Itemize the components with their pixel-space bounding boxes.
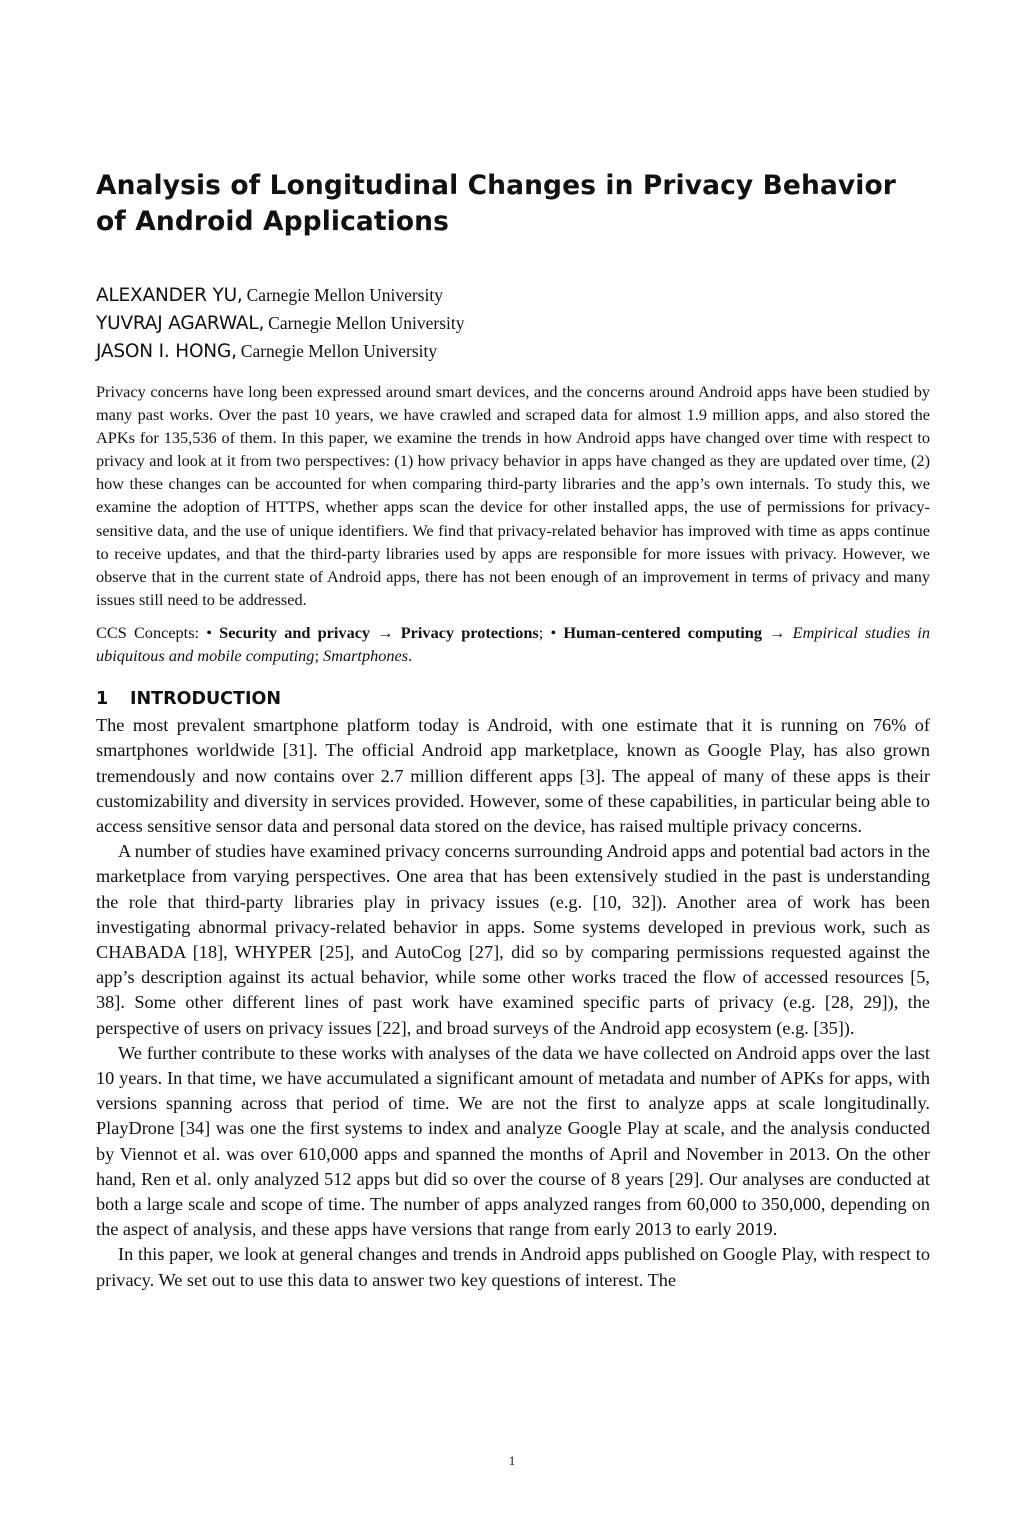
- author-list: [96, 282, 930, 366]
- ccs-concept-security: Security and privacy: [219, 622, 371, 642]
- ccs-concepts: [96, 621, 930, 667]
- ccs-sub-empirical-studies: Empirical studies in ubiquitous and mobile computing: [96, 622, 931, 666]
- author-name: YUVRAJ AGARWAL,: [96, 313, 265, 334]
- body-paragraph: The most prevalent smartphone platform today is Android, with one estimate that it is running on 76% of smartphones worldwide [31]. The official Android app marketplace, known as Google Play, has also grown tremendously and now contains over 2.7 million different apps [3]. The appeal of many of these apps is their customizability and diversity in services provided. However, some of these capabilities, in particular being able to access sensitive sensor data and personal data stored on the device, has raised multiple privacy concerns.: [96, 715, 930, 836]
- section-number: 1: [96, 689, 109, 710]
- ccs-sub-smartphones: Smartphones: [323, 646, 409, 666]
- paper-page: [96, 168, 930, 1293]
- section-heading: [96, 687, 930, 711]
- body-paragraph: A number of studies have examined privacy concerns surrounding Android apps and potential bad actors in the marketplace from varying perspectives. One area that has been extensively studied in the past is understanding the role that third-party libraries play in privacy issues (e.g. [10, 32]). Another area of work has been investigating abnormal privacy-related behavior in apps. Some systems developed in previous work, such as CHABADA [18], WHYPER [25], and AutoCog [27], did so by comparing permissions requested against the app’s description against its actual behavior, while some other works traced the flow of accessed resources [5, 38]. Some other different lines of past work have examined specific parts of privacy (e.g. [28, 29]), the perspective of users on privacy issues [22], and broad surveys of the Android app ecosystem (e.g. [35]).: [96, 841, 930, 1038]
- ccs-separator: ; •: [538, 622, 557, 642]
- author-entry: [96, 338, 930, 366]
- author-entry: [96, 282, 930, 310]
- ccs-arrow: →: [377, 622, 394, 642]
- section-body: [96, 713, 930, 1293]
- ccs-semicolon: ;: [314, 646, 319, 666]
- abstract: Privacy concerns have long been expressed around smart devices, and the concerns around Android apps have been studied by many past works. Over the past 10 years, we have crawled and scraped data for almost 1.9 million apps, and also stored the APKs for 135,536 of them. In this paper, we examine the trends in how Android apps have changed over time with respect to privacy and look at it from two perspectives: (1) how privacy behavior in apps have changed as they are updated over time, (2) how these changes can be accounted for when comparing third-party libraries and the app’s own internals. To study this, we examine the adoption of HTTPS, whether apps scan the device for other installed apps, the use of permissions for privacy-sensitive data, and the use of unique identifiers. We find that privacy-related behavior has improved with time as apps continue to receive updates, and that the third-party libraries used by apps are responsible for more issues with privacy. However, we observe that in the current state of Android apps, there has not been enough of an improvement in terms of privacy and many issues still need to be addressed.: [96, 382, 930, 609]
- author-name: JASON I. HONG,: [96, 341, 237, 362]
- body-paragraph: In this paper, we look at general changes and trends in Android apps published on Google Play, with respect to privacy. We set out to use this data to answer two key questions of interest. The: [96, 1244, 930, 1290]
- ccs-arrow: →: [769, 622, 786, 642]
- ccs-sub-privacy-protections: Privacy protections: [400, 622, 539, 642]
- section-title: INTRODUCTION: [130, 689, 281, 710]
- ccs-label: CCS Concepts: •: [96, 622, 212, 642]
- author-entry: [96, 310, 930, 338]
- body-paragraph: We further contribute to these works with analyses of the data we have collected on Android apps over the last 10 years. In that time, we have accumulated a significant amount of metadata and number of APKs for apps, with versions spanning across that period of time. We are not the first to analyze apps at scale longitudinally. PlayDrone [34] was one the first systems to index and analyze Google Play at scale, and the analysis conducted by Viennot et al. was over 610,000 apps and spanned the months of April and November in 2013. On the other hand, Ren et al. only analyzed 512 apps but did so over the course of 8 years [29]. Our analyses are conducted at both a large scale and scope of time. The number of apps analyzed ranges from 60,000 to 350,000, depending on the aspect of analysis, and these apps have versions that range from early 2013 to early 2019.: [96, 1042, 930, 1240]
- author-affiliation: Carnegie Mellon University: [240, 341, 438, 361]
- ccs-concept-hcc: Human-centered computing: [563, 622, 762, 642]
- author-affiliation: Carnegie Mellon University: [268, 313, 465, 333]
- ccs-period: .: [408, 646, 413, 666]
- paper-title: Analysis of Longitudinal Changes in Privacy Behavior of Android Applications: [96, 170, 896, 237]
- author-affiliation: Carnegie Mellon University: [246, 285, 443, 305]
- page-number: 1: [508, 1453, 516, 1468]
- author-name: ALEXANDER YU,: [96, 285, 243, 306]
